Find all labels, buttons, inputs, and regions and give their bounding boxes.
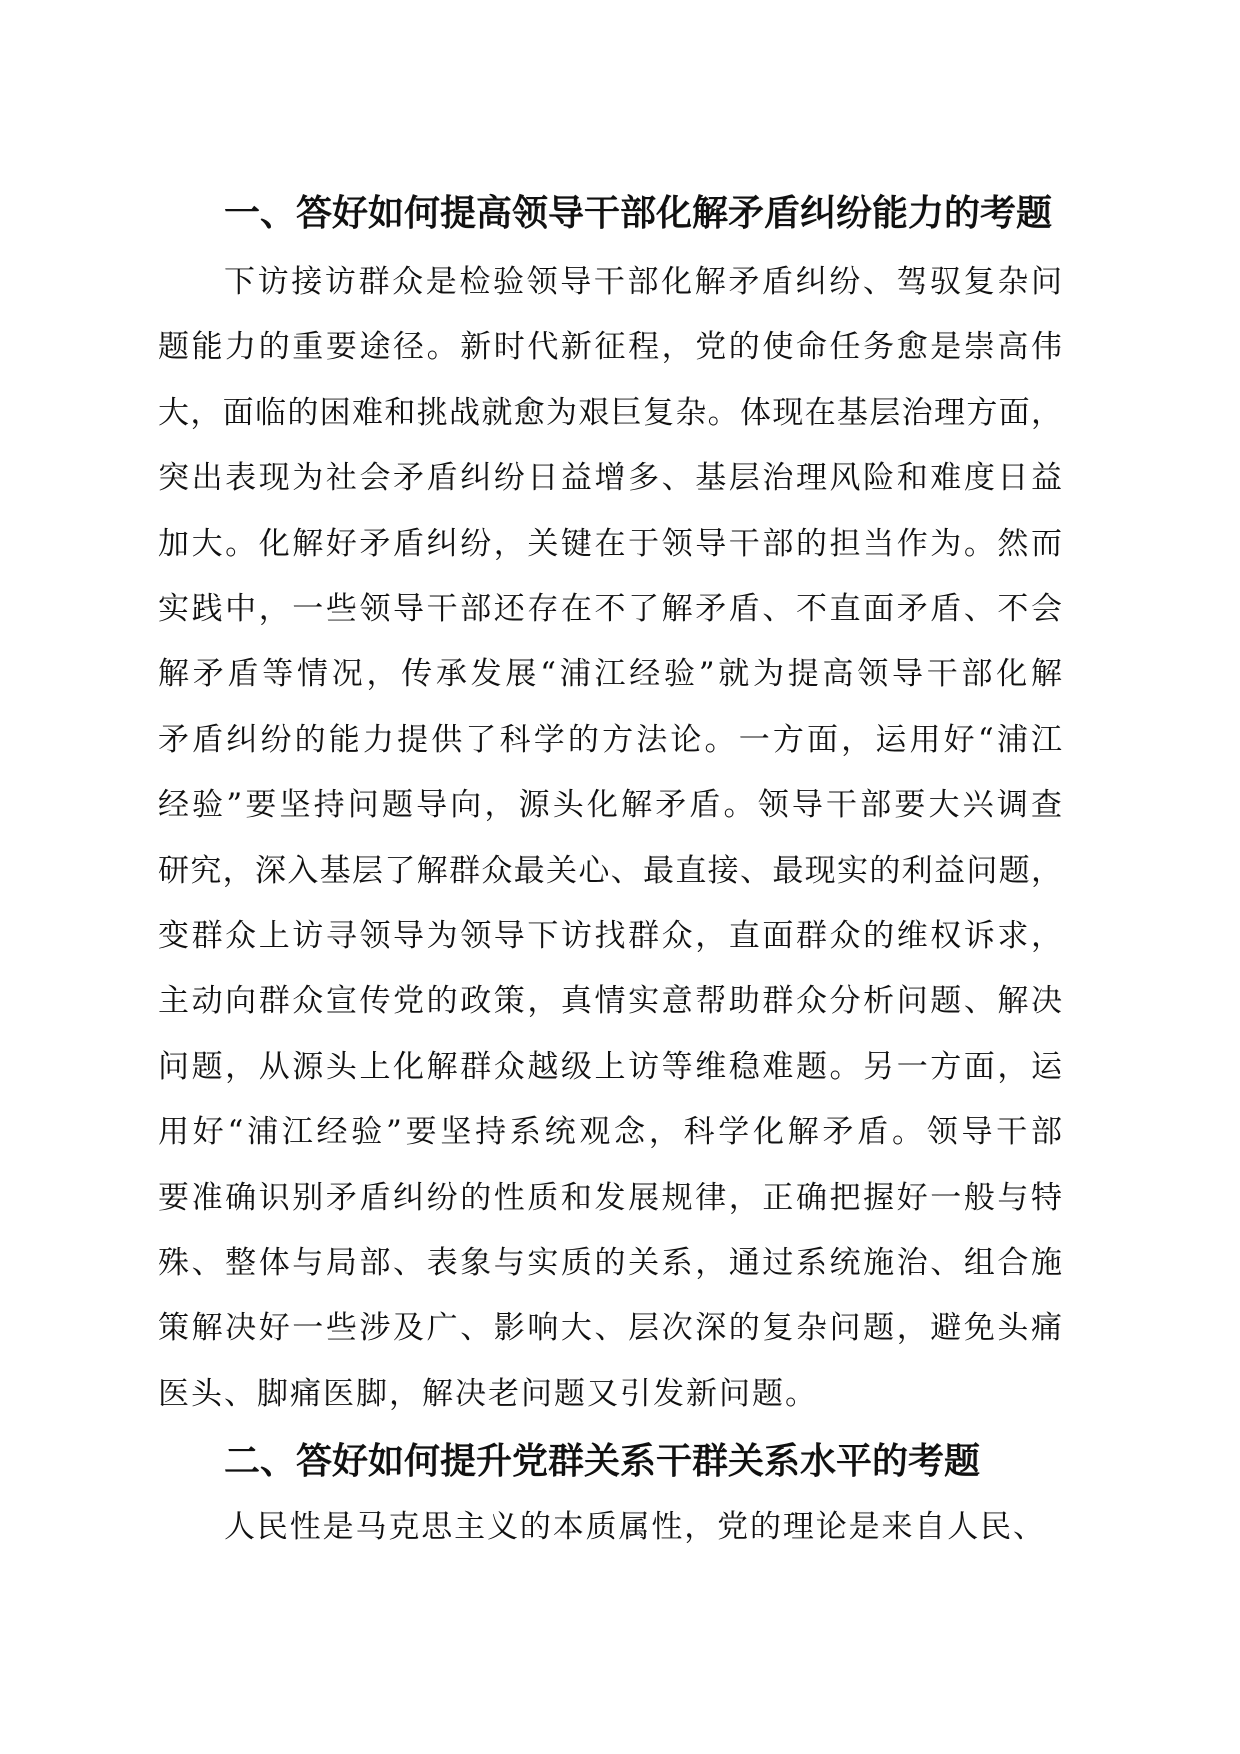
paragraph-line: 用好“浦江经验”要坚持系统观念，科学化解矛盾。领导干部	[158, 1114, 1062, 1151]
paragraph-line: 主动向群众宣传党的政策，真情实意帮助群众分析问题、解决	[158, 983, 1062, 1020]
paragraph-line: 问题，从源头上化解群众越级上访等维稳难题。另一方面，运	[158, 1048, 1062, 1085]
section-heading-1: 一、答好如何提高领导干部化解矛盾纠纷能力的考题	[224, 193, 1053, 234]
paragraph-line: 研究，深入基层了解群众最关心、最直接、最现实的利益问题，	[158, 852, 1062, 889]
paragraph-line: 经验”要坚持问题导向，源头化解矛盾。领导干部要大兴调查	[158, 787, 1062, 824]
paragraph-line: 医头、脚痛医脚，解决老问题又引发新问题。	[158, 1375, 818, 1412]
paragraph-line: 矛盾纠纷的能力提供了科学的方法论。一方面，运用好“浦江	[158, 721, 1062, 758]
paragraph-line: 人民性是马克思主义的本质属性，党的理论是来自人民、	[224, 1509, 1044, 1545]
paragraph-line: 题能力的重要途径。新时代新征程，党的使命任务愈是崇高伟	[158, 329, 1062, 366]
paragraph-line: 殊、整体与局部、表象与实质的关系，通过系统施治、组合施	[158, 1245, 1062, 1281]
paragraph-line: 解矛盾等情况，传承发展“浦江经验”就为提高领导干部化解	[158, 656, 1062, 693]
paragraph-line: 大，面临的困难和挑战就愈为艰巨复杂。体现在基层治理方面，	[158, 394, 1062, 431]
paragraph-line: 加大。化解好矛盾纠纷，关键在于领导干部的担当作为。然而	[158, 525, 1062, 562]
paragraph-line: 要准确识别矛盾纠纷的性质和发展规律，正确把握好一般与特	[158, 1179, 1062, 1216]
section-heading-2: 二、答好如何提升党群关系干群关系水平的考题	[224, 1441, 981, 1482]
paragraph-line: 突出表现为社会矛盾纠纷日益增多、基层治理风险和难度日益	[158, 460, 1062, 497]
paragraph-line: 下访接访群众是检验领导干部化解矛盾纠纷、驾驭复杂问	[224, 264, 1062, 300]
paragraph-line: 变群众上访寻领导为领导下访找群众，直面群众的维权诉求，	[158, 918, 1062, 954]
paragraph-line: 策解决好一些涉及广、影响大、层次深的复杂问题，避免头痛	[158, 1310, 1062, 1347]
paragraph-line: 实践中，一些领导干部还存在不了解矛盾、不直面矛盾、不会	[158, 591, 1062, 627]
